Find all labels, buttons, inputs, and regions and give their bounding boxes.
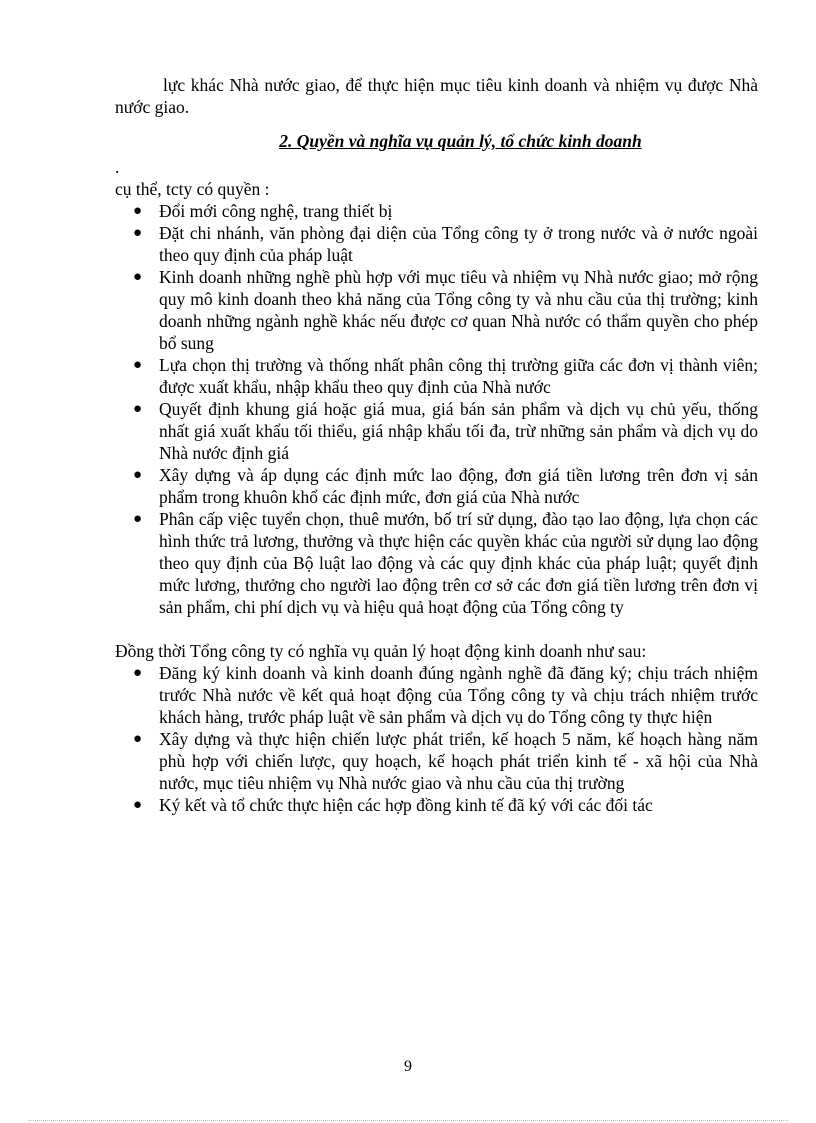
paragraph-gap (115, 618, 758, 640)
footer-divider (28, 1120, 788, 1121)
bullet-icon: ● (133, 665, 143, 681)
list-item: ● Phân cấp việc tuyển chọn, thuê mướn, bố trí sử dụng, đào tạo lao động, lựa chọn các hình thức trả lương, thưởng và thực hiện các quyền khác của người sử dụng lao động theo quy định của Bộ luật lao động và các quy định khác của pháp luật; quyết định mức lương, thưởng cho người lao động trên cơ sở các đơn giá tiền lương trên đơn vị sản phẩm, chi phí dịch vụ và hiệu quả hoạt động của Tổng công ty (133, 509, 758, 617)
bullet-icon: ● (133, 401, 143, 417)
duties-lead: Đồng thời Tổng công ty có nghĩa vụ quản lý hoạt động kinh doanh như sau: (115, 641, 647, 661)
stray-dot: . (115, 157, 120, 177)
list-item: ● Quyết định khung giá hoặc giá mua, giá bán sản phẩm và dịch vụ chủ yếu, thống nhất giá xuất khẩu tối thiểu, giá nhập khẩu tối đa, trừ những sản phẩm và dịch vụ do Nhà nước định giá (133, 399, 758, 463)
duties-list (115, 662, 758, 816)
list-item: ● Xây dựng và thực hiện chiến lược phát triển, kế hoạch 5 năm, kế hoạch hàng năm phù hợp với chiến lược, quy hoạch, kế hoạch phát triển kinh tế - xã hội của Nhà nước, mục tiêu nhiệm vụ Nhà nước giao và nhu cầu của thị trường (133, 729, 758, 793)
bullet-icon: ● (133, 731, 143, 747)
bullet-icon: ● (133, 269, 143, 285)
document-page (115, 74, 758, 816)
intro-paragraph: lực khác Nhà nước giao, để thực hiện mục tiêu kinh doanh và nhiệm vụ được Nhà nước giao. (115, 75, 758, 117)
bullet-icon: ● (133, 357, 143, 373)
bullet-icon: ● (133, 467, 143, 483)
page-number: 9 (404, 1058, 412, 1075)
list-item: ● Đổi mới công nghệ, trang thiết bị (133, 201, 393, 221)
rights-lead: cụ thể, tcty có quyền : (115, 179, 270, 199)
bullet-icon: ● (133, 225, 143, 241)
list-item: ● Đăng ký kinh doanh và kinh doanh đúng ngành nghề đã đăng ký; chịu trách nhiệm trước Nhà nước về kết quả hoạt động của Tổng công ty và chịu trách nhiệm trước khách hàng, trước pháp luật về sản phẩm và dịch vụ do Tổng công ty thực hiện (133, 663, 758, 727)
bullet-icon: ● (133, 511, 143, 527)
rights-list (115, 200, 758, 618)
bullet-icon: ● (133, 203, 143, 219)
list-item: ● Lựa chọn thị trường và thống nhất phân công thị trường giữa các đơn vị thành viên; được xuất khẩu, nhập khẩu theo quy định của Nhà nước (133, 355, 758, 397)
section-heading: 2. Quyền và nghĩa vụ quản lý, tổ chức kinh doanh (279, 131, 642, 151)
bullet-icon: ● (133, 797, 143, 813)
list-item: ● Xây dựng và áp dụng các định mức lao động, đơn giá tiền lương trên đơn vị sản phẩm trong khuôn khổ các định mức, đơn giá của Nhà nước (133, 465, 758, 507)
list-item: ● Ký kết và tổ chức thực hiện các hợp đồng kinh tế đã ký với các đối tác (133, 795, 653, 815)
list-item: ● Đặt chi nhánh, văn phòng đại diện của Tổng công ty ở trong nước và ở nước ngoài theo quy định của pháp luật (133, 223, 758, 265)
list-item: ● Kinh doanh những nghề phù hợp với mục tiêu và nhiệm vụ Nhà nước giao; mở rộng quy mô kinh doanh theo khả năng của Tổng công ty và nhu cầu của thị trường; kinh doanh những ngành nghề khác nếu được cơ quan Nhà nước có thẩm quyền cho phép bổ sung (133, 267, 758, 353)
